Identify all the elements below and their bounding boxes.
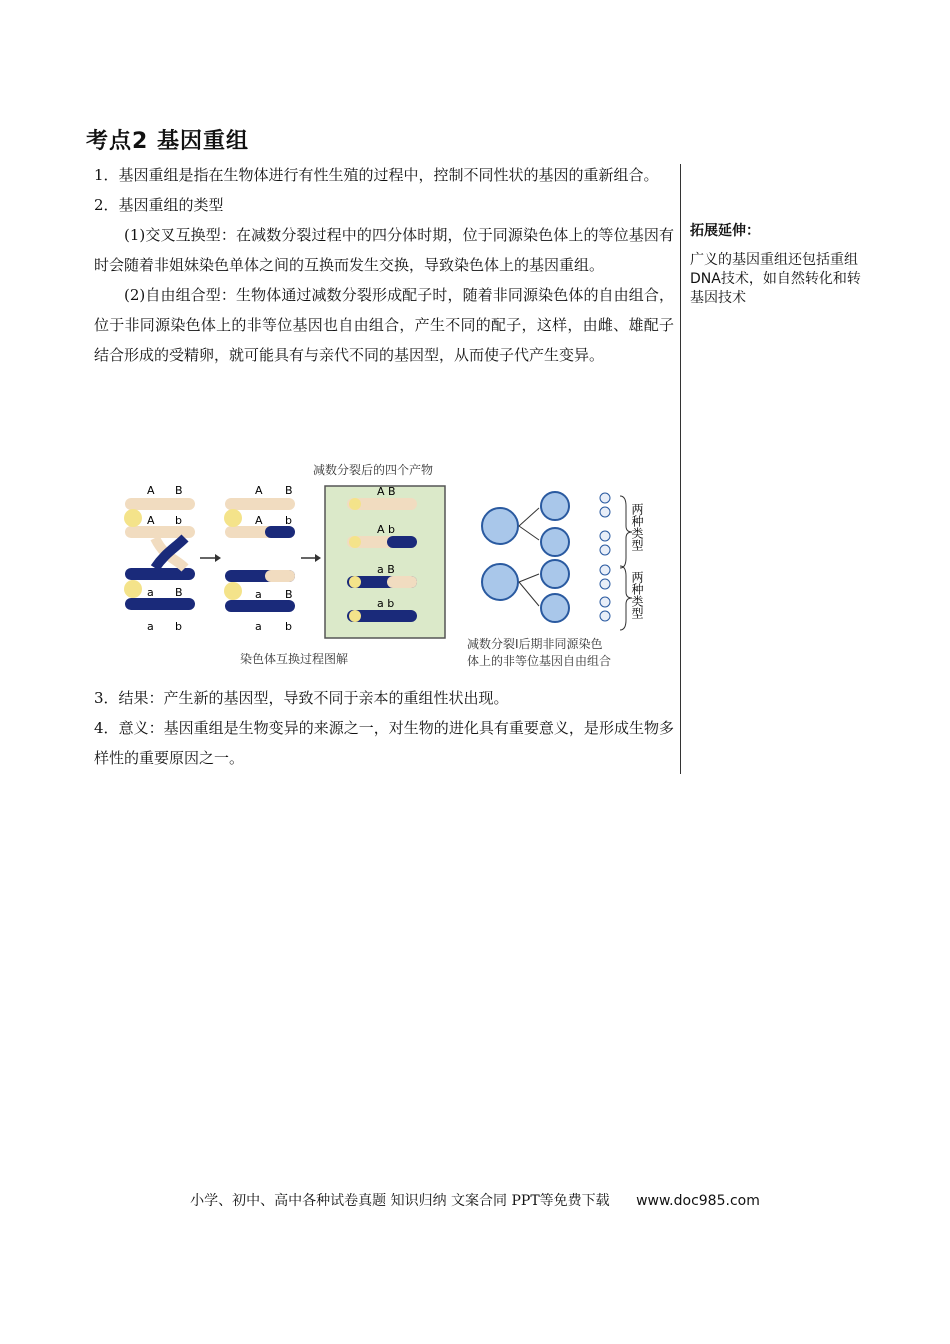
svg-text:减数分裂后的四个产物: 减数分裂后的四个产物: [313, 463, 434, 477]
svg-text:a: a: [255, 588, 262, 601]
svg-text:两种类型: 两种类型: [630, 571, 644, 619]
svg-text:A: A: [147, 514, 155, 527]
recombination-figure: [115, 458, 655, 673]
sidebar-text: 广义的基因重组还包括重组DNA技术，如自然转化和转基因技术: [690, 252, 861, 306]
paragraph-free-combination: (2)自由组合型：生物体通过减数分裂形成配子时，随着非同源染色体的自由组合，位于非同源染色体上的非等位基因也自由组合，产生不同的配子，这样，由雌、雄配子结合形成的受精卵，就可能具有与亲代不同的基因型，从而使子代产生变异。: [94, 286, 674, 364]
svg-text:A: A: [255, 514, 263, 527]
paragraph-crossing-over: (1)交叉互换型：在减数分裂过程中的四分体时期，位于同源染色体上的等位基因有时会随着非姐妹染色单体之间的互换而发生交换，导致染色体上的基因重组。: [94, 226, 674, 274]
svg-text:a: a: [147, 586, 154, 599]
svg-text:a B: a B: [377, 563, 395, 576]
crossing-over-diagram: [124, 484, 321, 633]
sidebar-note: [690, 222, 865, 308]
footer-url[interactable]: www.doc985.com: [636, 1193, 760, 1209]
svg-text:B: B: [175, 586, 183, 599]
free-combination-diagram: [482, 492, 644, 630]
four-products-box: [313, 462, 445, 638]
caption-free-combination-2: 体上的非等位基因自由组合: [467, 654, 612, 668]
svg-text:a: a: [147, 620, 154, 633]
svg-text:两种类型: 两种类型: [630, 503, 644, 551]
svg-text:B: B: [285, 588, 293, 601]
column-divider: [680, 164, 681, 774]
svg-text:a: a: [255, 620, 262, 633]
paragraph-significance: 4．意义：基因重组是生物变异的来源之一，对生物的进化具有重要意义，是形成生物多样性的重要原因之一。: [94, 719, 674, 767]
svg-text:A: A: [255, 484, 263, 497]
svg-text:A b: A b: [377, 523, 396, 536]
svg-text:A B: A B: [377, 485, 396, 498]
footer-text: 小学、初中、高中各种试卷真题 知识归纳 文案合同 PPT等免费下载: [190, 1193, 610, 1209]
svg-text:b: b: [285, 514, 292, 527]
caption-free-combination-1: 减数分裂Ⅰ后期非同源染色: [467, 637, 603, 651]
svg-text:b: b: [175, 620, 182, 633]
paragraph-definition: 1．基因重组是指在生物体进行有性生殖的过程中，控制不同性状的基因的重新组合。: [94, 166, 659, 184]
svg-text:B: B: [175, 484, 183, 497]
svg-text:b: b: [285, 620, 292, 633]
paragraph-types-title: 2．基因重组的类型: [94, 196, 224, 214]
svg-text:A: A: [147, 484, 155, 497]
paragraph-result: 3．结果：产生新的基因型，导致不同于亲本的重组性状出现。: [94, 689, 509, 707]
page-footer: [0, 1190, 950, 1210]
section-heading: 考点2 基因重组: [86, 129, 249, 154]
caption-crossing-over: 染色体互换过程图解: [240, 652, 349, 666]
sidebar-title: 拓展延伸：: [690, 223, 760, 239]
main-content: [94, 160, 674, 370]
conclusion-content: [94, 683, 674, 773]
svg-text:b: b: [175, 514, 182, 527]
svg-text:B: B: [285, 484, 293, 497]
svg-text:a b: a b: [377, 597, 395, 610]
